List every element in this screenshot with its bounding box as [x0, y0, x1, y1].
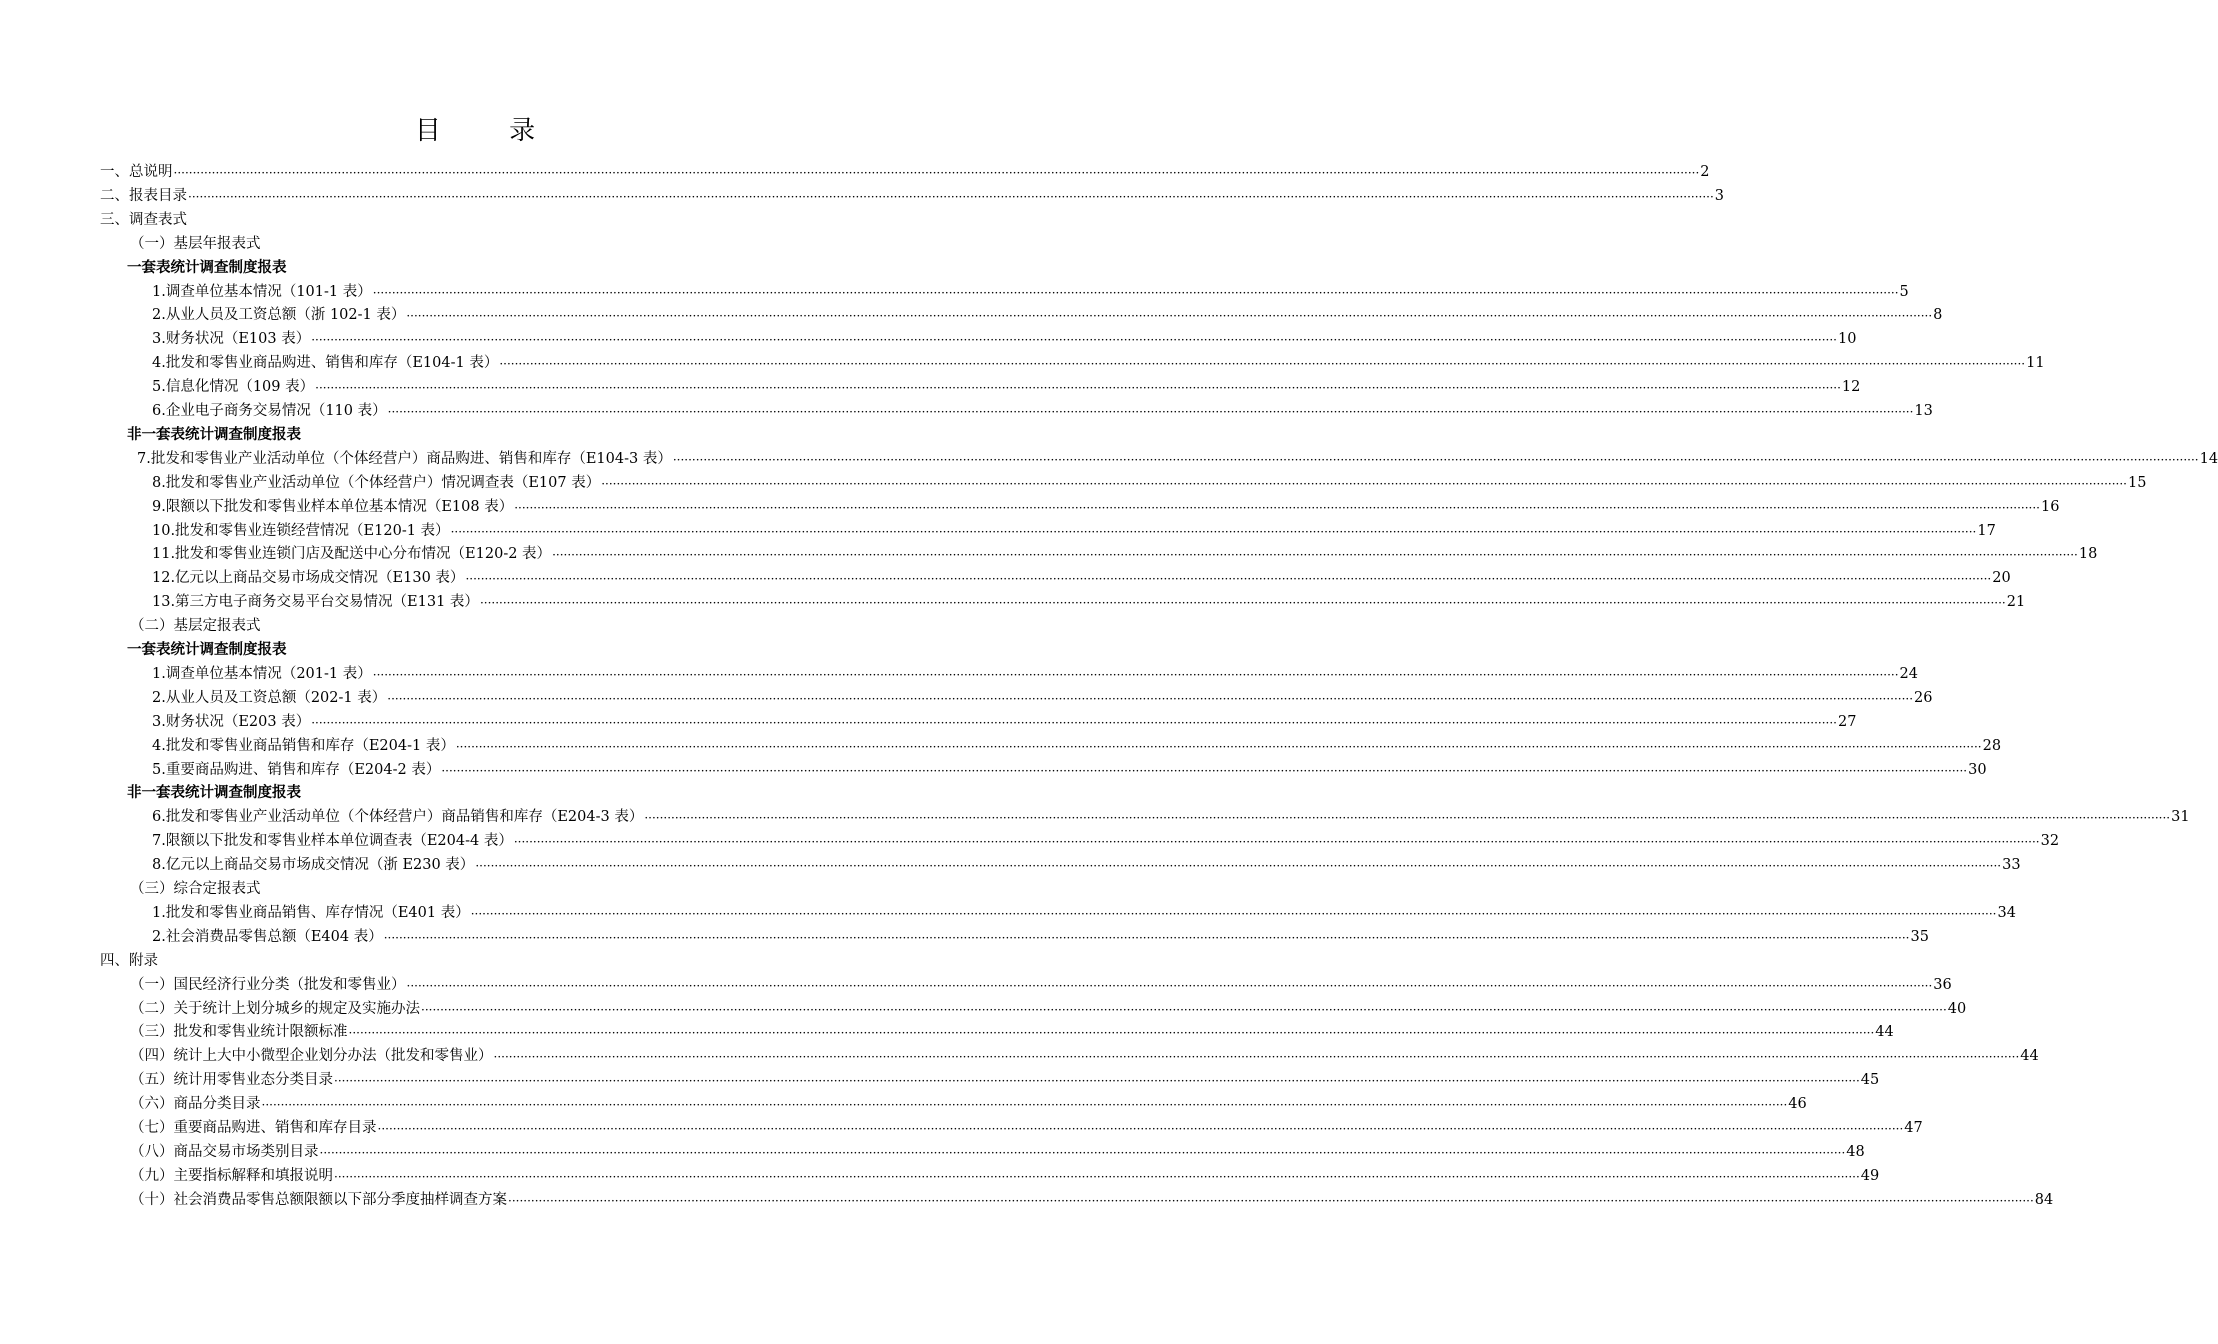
toc-entry[interactable]	[152, 660, 1918, 684]
toc-page-number: 8	[1933, 307, 1943, 324]
toc-entry-title: 11.批发和零售业连锁门店及配送中心分布情况（E120-2 表）	[152, 546, 552, 563]
dot-leader: ················································································································································································································································································································································································································	[406, 309, 1933, 324]
toc-entry[interactable]	[152, 684, 1933, 708]
toc-entry[interactable]	[130, 1138, 1865, 1162]
toc-entry[interactable]	[152, 517, 1996, 541]
toc-entry-title: 1.调查单位基本情况（201-1 表）	[152, 665, 372, 682]
toc-entry-title: 4.批发和零售业商品销售和库存（E204-1 表）	[152, 737, 455, 754]
toc-page-number: 46	[1788, 1096, 1807, 1113]
dot-leader: ················································································································································································································································································································································································································	[450, 524, 1977, 539]
toc-entry[interactable]	[100, 182, 1725, 206]
toc-entry-title: （八）商品交易市场类别目录	[130, 1143, 319, 1160]
toc-entry[interactable]	[130, 971, 1952, 995]
toc-entry[interactable]	[152, 493, 2060, 517]
toc-page-number: 21	[2006, 594, 2026, 611]
dot-leader: ················································································································································································································································································································································································································	[499, 357, 2026, 372]
dot-leader: ················································································································································································································································································································································································································	[479, 596, 2006, 611]
toc-entry[interactable]	[152, 756, 1987, 780]
toc-page-number: 40	[1947, 1000, 1967, 1017]
toc-entry[interactable]	[130, 1114, 1923, 1138]
dot-leader: ················································································································································································································································································································································································································	[383, 930, 1910, 945]
toc-entry[interactable]	[152, 397, 1933, 421]
toc-page-number: 31	[2171, 809, 2190, 826]
toc-page-number: 28	[1982, 737, 2002, 754]
toc-entry-title: 10.批发和零售业连锁经营情况（E120-1 表）	[152, 522, 450, 539]
toc-entry[interactable]	[130, 1018, 1894, 1042]
toc-page-number: 2	[1700, 164, 1710, 180]
toc-entry[interactable]	[152, 588, 2026, 612]
toc-page-number: 35	[1910, 928, 1929, 945]
toc-entry-title: 5.信息化情况（109 表）	[152, 379, 315, 396]
toc-entry[interactable]	[137, 445, 2218, 469]
toc-page-number: 17	[1977, 522, 1996, 539]
dot-leader: ················································································································································································································································································································································································································	[672, 452, 2199, 467]
dot-leader: ················································································································································································································································································································································································································	[475, 859, 2002, 874]
toc-entry-title: 2.社会消费品零售总额（E404 表）	[152, 928, 383, 945]
toc-entry[interactable]	[127, 636, 287, 660]
toc-page-number: 44	[2020, 1048, 2039, 1065]
toc-entry-title: （十）社会消费品零售总额限额以下部分季度抽样调查方案	[130, 1191, 507, 1208]
toc-page-number: 20	[1992, 570, 2011, 587]
toc-entry[interactable]	[130, 1042, 2039, 1066]
toc-entry[interactable]	[152, 540, 2098, 564]
toc-page-number: 24	[1899, 665, 1918, 682]
toc-entry[interactable]	[152, 708, 1857, 732]
toc-entry-title: 2.从业人员及工资总额（202-1 表）	[152, 689, 387, 706]
toc-page-number: 44	[1875, 1024, 1894, 1041]
toc-entry-title: 7.限额以下批发和零售业样本单位调查表（E204-4 表）	[152, 833, 513, 850]
dot-leader: ················································································································································································································································································································································································································	[311, 715, 1837, 730]
toc-entry-title: 二、报表目录	[100, 187, 187, 204]
toc-entry-title: （二）基层定报表式	[130, 618, 261, 635]
dot-leader: ················································································································································································································································································································································································································	[552, 548, 2078, 563]
toc-entry[interactable]	[127, 421, 301, 445]
toc-page-number: 5	[1899, 283, 1909, 300]
toc-entry[interactable]	[152, 301, 1943, 325]
dot-leader: ················································································································································································································································································································································································································	[441, 763, 1968, 778]
toc-entry[interactable]	[152, 564, 2011, 588]
toc-entry-title: （一）国民经济行业分类（批发和零售业）	[130, 976, 406, 993]
toc-page-number: 45	[1860, 1072, 1880, 1089]
dot-leader: ················································································································································································································································································································································································································	[188, 189, 1714, 204]
toc-entry-title: 8.亿元以上商品交易市场成交情况（浙 E230 表）	[152, 857, 475, 874]
toc-page-number: 36	[1933, 976, 1952, 993]
dot-leader: ················································································································································································································································································································································································································	[421, 1002, 1947, 1017]
dot-leader: ················································································································································································································································································································································································································	[372, 667, 1899, 682]
toc-page-number: 13	[1914, 403, 1933, 419]
toc-entry[interactable]	[152, 899, 2016, 923]
toc-page-number: 27	[1838, 713, 1857, 730]
toc-page-number: 34	[1997, 904, 2016, 921]
toc-entry-title: 2.从业人员及工资总额（浙 102-1 表）	[152, 307, 406, 324]
toc-entry-title: 三、调查表式	[100, 211, 187, 228]
toc-entry-title: 9.限额以下批发和零售业样本单位基本情况（E108 表）	[152, 498, 514, 515]
dot-leader: ················································································································································································································································································································································································································	[261, 1098, 1788, 1113]
dot-leader: ················································································································································································································································································································································································································	[644, 811, 2171, 826]
dot-leader: ················································································································································································································································································································································································································	[387, 691, 1914, 706]
toc-entry-title: 5.重要商品购进、销售和库存（E204-2 表）	[152, 761, 441, 778]
toc-page-number: 14	[2199, 450, 2218, 467]
toc-entry[interactable]	[130, 612, 261, 636]
toc-entry[interactable]	[152, 923, 1929, 947]
toc-entry[interactable]	[152, 278, 1909, 302]
dot-leader: ················································································································································································································································································································································································································	[455, 739, 1982, 754]
dot-leader: ················································································································································································································································································································································································································	[387, 405, 1914, 419]
toc-entry[interactable]	[100, 947, 158, 971]
toc-page-number: 15	[2127, 474, 2147, 491]
dot-leader: ················································································································································································································································································································································································································	[334, 1169, 1860, 1184]
dot-leader: ················································································································································································································································································································································································································	[372, 285, 1899, 300]
toc-entry[interactable]	[130, 1066, 1880, 1090]
dot-leader: ················································································································································································································································································································································································································	[508, 1193, 2034, 1208]
toc-page-number: 30	[1968, 761, 1987, 778]
dot-leader: ················································································································································································································································································································································································································	[334, 1074, 1860, 1089]
toc-entry[interactable]	[152, 469, 2147, 493]
dot-leader: ················································································································································································································································································································································································································	[493, 1050, 2020, 1065]
toc-entry-title: 3.财务状况（E103 表）	[152, 331, 311, 348]
toc-entry[interactable]	[130, 230, 261, 254]
toc-entry-title: （四）统计上大中小微型企业划分办法（批发和零售业）	[130, 1048, 493, 1065]
toc-entry-title: （三）综合定报表式	[130, 881, 261, 897]
toc-entry-title: 7.批发和零售业产业活动单位（个体经营户）商品购进、销售和库存（E104-3 表）	[137, 450, 672, 467]
section-heading: 一套表统计调查制度报表	[127, 642, 287, 658]
dot-leader: ················································································································································································································································································································································································································	[348, 1026, 1875, 1041]
toc-page-number: 12	[1841, 379, 1861, 396]
toc-entry-title: 8.批发和零售业产业活动单位（个体经营户）情况调查表（E107 表）	[152, 474, 601, 491]
toc-entry-title: 6.企业电子商务交易情况（110 表）	[152, 403, 387, 419]
dot-leader: ················································································································································································································································································································································································································	[514, 500, 2040, 515]
dot-leader: ················································································································································································································································································································································································································	[173, 166, 1700, 180]
toc-page-number: 3	[1714, 187, 1725, 204]
dot-leader: ················································································································································································································································································································································································································	[465, 572, 1992, 587]
toc-page-number: 32	[2040, 833, 2060, 850]
toc-page-number: 26	[1914, 689, 1933, 706]
toc-entry-title: 一、总说明	[100, 164, 173, 180]
toc-entry[interactable]	[100, 158, 1710, 182]
toc-entry-title: 13.第三方电子商务交易平台交易情况（E131 表）	[152, 594, 479, 611]
toc-entry-title: 1.批发和零售业商品销售、库存情况（E401 表）	[152, 904, 470, 921]
toc-entry-title: 1.调查单位基本情况（101-1 表）	[152, 283, 372, 300]
toc-entry[interactable]	[130, 1162, 1880, 1186]
section-heading: 非一套表统计调查制度报表	[127, 785, 301, 802]
toc-entry-title: （三）批发和零售业统计限额标准	[130, 1024, 348, 1041]
dot-leader: ················································································································································································································································································································································································································	[377, 1122, 1904, 1136]
toc-entry-title: （五）统计用零售业态分类目录	[130, 1072, 333, 1089]
toc-page-number: 11	[2026, 355, 2045, 372]
toc-entry-title: 3.财务状况（E203 表）	[152, 713, 311, 730]
dot-leader: ················································································································································································································································································································································································································	[315, 381, 1841, 396]
dot-leader: ················································································································································································································································································································································································································	[470, 906, 1997, 921]
toc-entry[interactable]	[127, 779, 301, 803]
dot-leader: ················································································································································································································································································································································································································	[601, 476, 2127, 491]
toc-entry-title: （九）主要指标解释和填报说明	[130, 1167, 333, 1184]
toc-entry-title: （六）商品分类目录	[130, 1096, 261, 1113]
toc-entry[interactable]	[152, 732, 2002, 756]
section-heading: 非一套表统计调查制度报表	[127, 426, 301, 443]
toc-page-number: 16	[2040, 498, 2060, 515]
toc-page-number: 47	[1904, 1120, 1923, 1136]
toc-entry-title: （七）重要商品购进、销售和库存目录	[130, 1120, 377, 1136]
toc-entry-title: 4.批发和零售业商品购进、销售和库存（E104-1 表）	[152, 355, 499, 372]
toc-entry[interactable]	[152, 349, 2045, 373]
toc-page-number: 49	[1860, 1167, 1880, 1184]
page-title: 目 录	[414, 116, 566, 146]
toc-page-number: 48	[1846, 1143, 1865, 1160]
toc-entry[interactable]	[152, 373, 1861, 397]
toc-entry-title: （一）基层年报表式	[130, 235, 261, 252]
toc-entry[interactable]	[130, 1186, 2054, 1210]
toc-entry[interactable]	[152, 827, 2060, 851]
toc-page-number: 18	[2078, 546, 2098, 563]
dot-leader: ················································································································································································································································································································································································································	[513, 835, 2040, 850]
toc-page-number: 84	[2034, 1191, 2054, 1208]
toc-page-number: 10	[1838, 331, 1857, 348]
toc-entry[interactable]	[152, 325, 1857, 349]
toc-entry-title: 12.亿元以上商品交易市场成交情况（E130 表）	[152, 570, 465, 587]
toc-entry[interactable]	[152, 803, 2190, 827]
dot-leader: ················································································································································································································································································································································································································	[319, 1145, 1846, 1160]
toc-page-number: 33	[2002, 857, 2021, 874]
toc-entry-title: 四、附录	[100, 952, 158, 969]
toc-entry-title: （二）关于统计上划分城乡的规定及实施办法	[130, 1000, 420, 1017]
toc-entry[interactable]	[130, 1090, 1807, 1114]
toc-entry[interactable]	[100, 206, 187, 230]
dot-leader: ················································································································································································································································································································································································································	[311, 333, 1837, 348]
toc-entry[interactable]	[130, 995, 1967, 1019]
toc-entry[interactable]	[127, 254, 287, 278]
section-heading: 一套表统计调查制度报表	[127, 259, 287, 276]
toc-entry-title: 6.批发和零售业产业活动单位（个体经营户）商品销售和库存（E204-3 表）	[152, 809, 644, 826]
toc-entry[interactable]	[152, 851, 2021, 875]
toc-entry[interactable]	[130, 875, 261, 899]
dot-leader: ················································································································································································································································································································································································································	[406, 978, 1933, 993]
